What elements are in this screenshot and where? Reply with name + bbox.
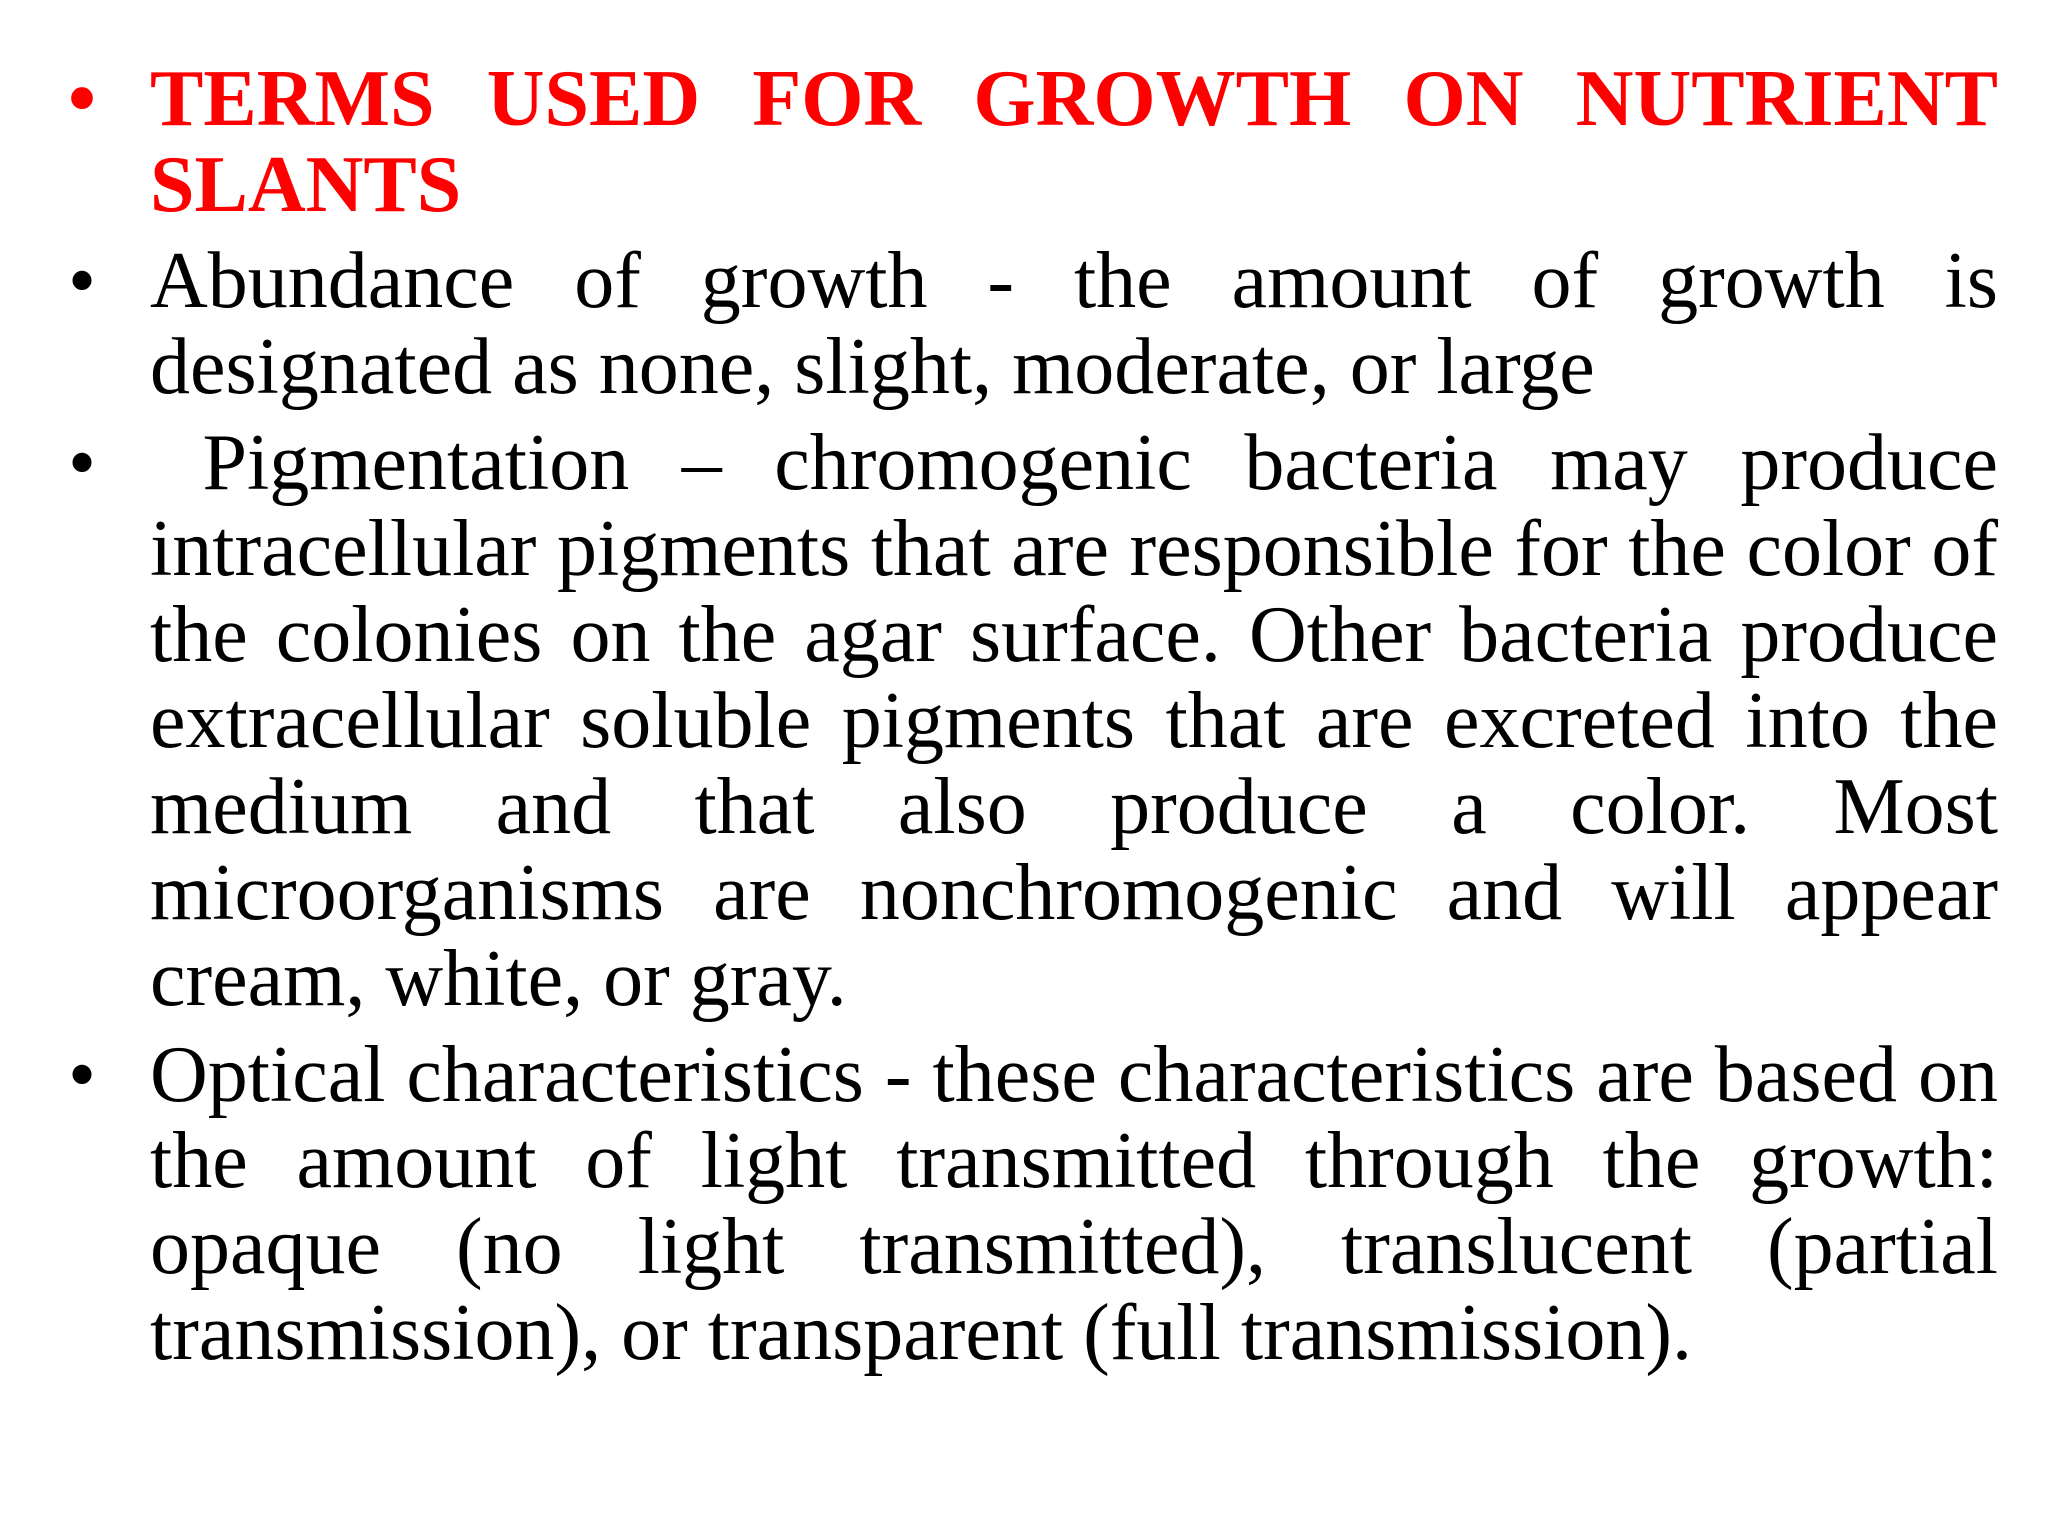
bullet-icon: • [68, 419, 97, 507]
pigmentation-bullet [68, 419, 2019, 1023]
heading-bullet [68, 56, 1998, 228]
heading-text: TERMS USED FOR GROWTH ON NUTRIENT SLANTS [150, 55, 1998, 229]
bullet-icon: • [68, 1031, 97, 1119]
bullet-icon: • [68, 55, 97, 143]
abundance-text: Abundance of growth - the amount of growth is designated as none, slight, moderate, or large [150, 237, 1998, 411]
pigmentation-text: Pigmentation – chromogenic bacteria may produce intracellular pigments that are responsible for the color of the colonies on the agar surface. Other bacteria produce extracellular soluble pigments that are excreted into the medium and that also produce a color. Most microorganisms are nonchromogenic and will appear cream, white, or gray. [150, 419, 2019, 1023]
optical-bullet [68, 1032, 1998, 1376]
bullet-icon: • [68, 237, 97, 325]
abundance-bullet [68, 238, 1998, 410]
bullet-list [68, 55, 2019, 1386]
optical-text: Optical characteristics - these characteristics are based on the amount of light transmitted through the growth: opaque (no light transmitted), translucent (partial transmission), or transparent (full transmission). [150, 1031, 1998, 1377]
